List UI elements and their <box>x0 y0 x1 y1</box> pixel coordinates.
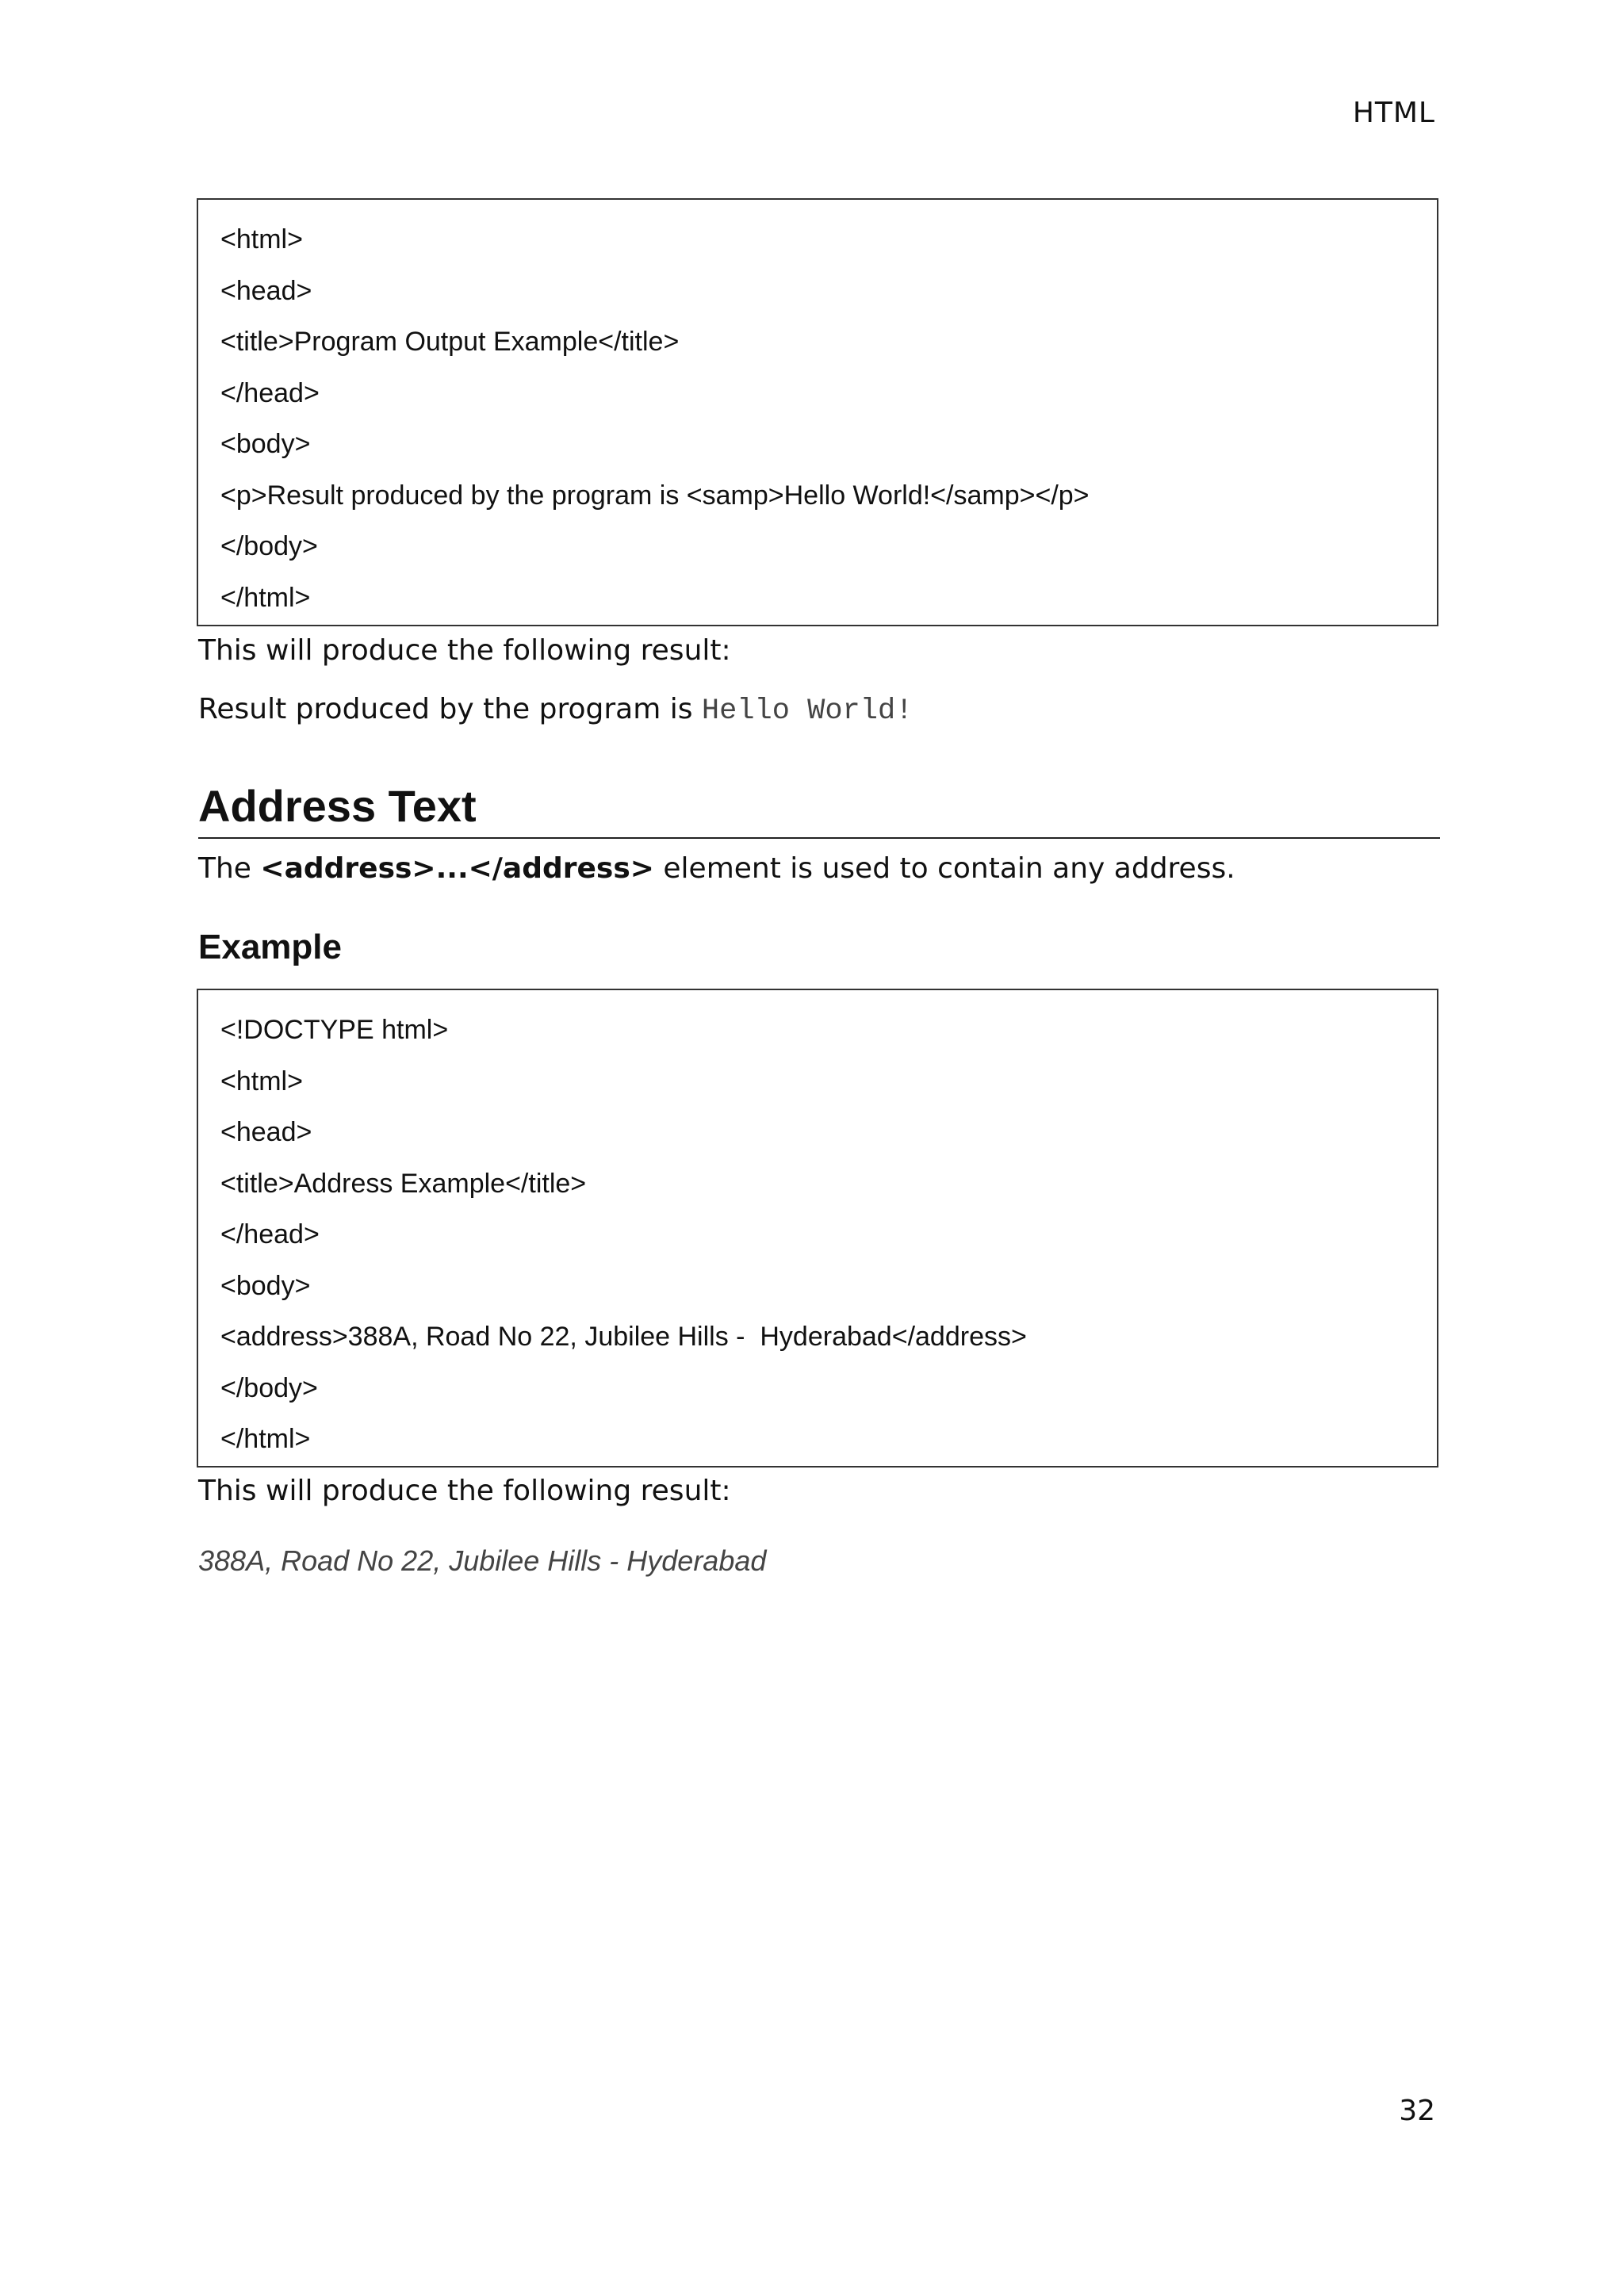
code-line: <body> <box>220 429 311 459</box>
code-line: <title>Program Output Example</title> <box>220 327 680 357</box>
code-line: <address>388A, Road No 22, Jubilee Hills - Hyderabad</address> <box>220 1322 1027 1352</box>
code-line: <!DOCTYPE html> <box>220 1015 449 1045</box>
section-title: Address Text <box>198 780 1440 839</box>
address-element-name: <address>...</address> <box>260 852 654 885</box>
code-line: <head> <box>220 1117 312 1147</box>
code-line: <p>Result produced by the program is <samp>Hello World!</samp></p> <box>220 480 1090 511</box>
samp-output: Hello World! <box>701 695 914 728</box>
code-line: </html> <box>220 1424 311 1454</box>
section-description <box>198 852 1235 885</box>
code-line: <html> <box>220 224 303 254</box>
code-line: <html> <box>220 1066 303 1096</box>
code-line: <head> <box>220 275 312 306</box>
result-intro-text: This will produce the following result: <box>198 634 731 667</box>
code-example-address <box>197 989 1438 1468</box>
description-prefix: The <box>198 852 261 885</box>
result-text: Result produced by the program is <box>198 693 702 725</box>
description-suffix: element is used to contain any address. <box>653 852 1235 885</box>
code-line: <body> <box>220 1270 311 1301</box>
page-number: 32 <box>1399 2095 1435 2127</box>
result-output-1 <box>198 693 913 728</box>
code-line: </body> <box>220 1372 318 1403</box>
address-result: 388A, Road No 22, Jubilee Hills - Hyderabad <box>198 1544 767 1577</box>
running-header: HTML <box>1352 97 1435 129</box>
example-heading: Example <box>198 928 342 966</box>
code-line: </head> <box>220 1219 320 1249</box>
code-example-output <box>197 198 1438 626</box>
result-intro-text: This will produce the following result: <box>198 1475 731 1507</box>
code-line: <title>Address Example</title> <box>220 1168 587 1199</box>
code-line: </body> <box>220 531 318 561</box>
code-line: </head> <box>220 377 320 408</box>
code-line: </html> <box>220 582 311 613</box>
